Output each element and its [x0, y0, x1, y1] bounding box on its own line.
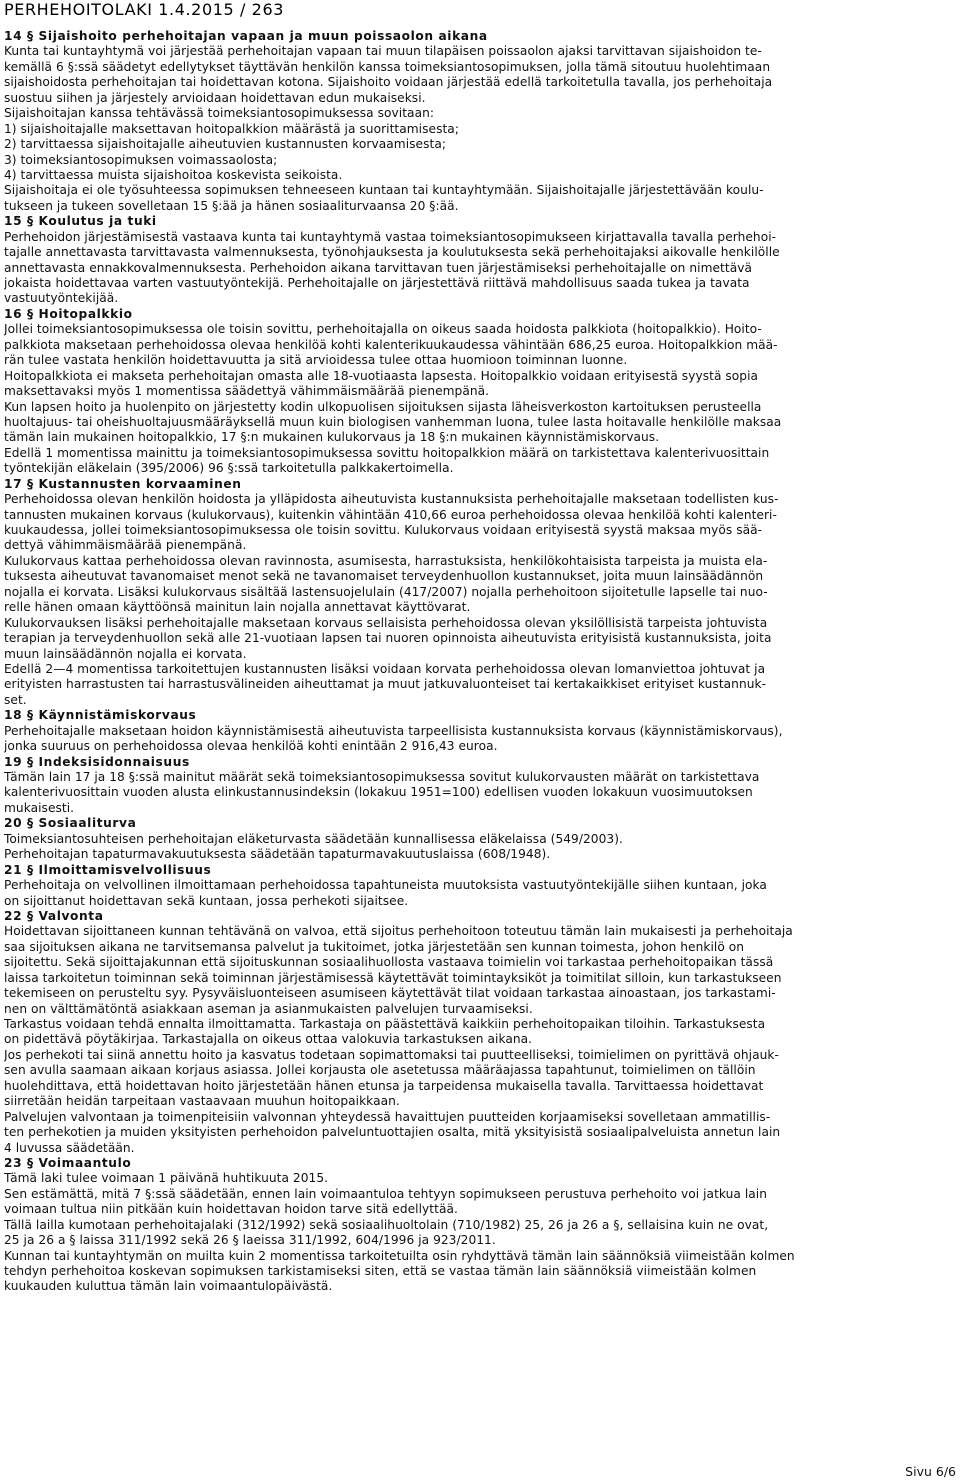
section-heading: 16 § Hoitopalkkio [4, 306, 133, 321]
text-line: Kulukorvauksen lisäksi perhehoitajalle maksetaan korvaus sellaisista perhehoidossa olevan yksilöllisistä tarpeista johtuvista [4, 615, 768, 630]
text-line: Perhehoitaja on velvollinen ilmoittamaan perhehoidossa tapahtuneista muutoksista vastuutyöntekijälle siihen kuntaan, joka [4, 878, 767, 893]
section-heading: 23 § Voimaantulo [4, 1155, 132, 1170]
text-line: Tällä lailla kumotaan perhehoitajalaki (312/1992) sekä sosiaalihuoltolain (710/1982) 25, 26 ja 26 a §, sellaisina kuin ne ovat, [4, 1217, 769, 1232]
text-line: terapian ja terveydenhuollon sekä alle 21-vuotiaan lapsen tai nuoren opinnoista aiheutuvista erityisistä kustannuksista, joita [4, 631, 772, 646]
text-line: vastuutyöntekijää. [4, 291, 119, 306]
text-line: rän tulee vastata henkilön hoidettavuutta ja sitä arvioidessa tulee ottaa huomioon toiminnan luonne. [4, 353, 628, 368]
text-line: on sijoittanut hoidettavan sekä kuntaan, jossa perhekoti sijaitsee. [4, 893, 409, 908]
text-line: Perhehoitajan tapaturmavakuutuksesta säädetään tapaturmavakuutuslaissa (608/1948). [4, 847, 551, 862]
text-line: Edellä 2—4 momentissa tarkoitettujen kustannusten lisäksi voidaan korvata perhehoidossa olevan lomanviettoa johtuvat ja [4, 661, 766, 676]
text-line: huolehdittava, että hoidettavan hoito järjestetään hänen etunsa ja tarpeidensa mukaisella tavalla. Tarvittaessa hoidettavat [4, 1078, 764, 1093]
text-line: kemällä 6 §:ssä säädetyt edellytykset täyttävän henkilön kanssa toimeksiantosopimuksen, jolla tämä sitoutuu huolehtimaan [4, 59, 771, 74]
page-number: Sivu 6/6 [905, 1464, 956, 1479]
text-line: Kun lapsen hoito ja huolenpito on järjestetty kodin ulkopuolisen sijoituksen sijasta läheisverkoston kartoituksen perusteella [4, 399, 762, 414]
text-line: maksettavaksi myös 1 momentissa säädettyä vähimmäismäärää pienempänä. [4, 384, 490, 399]
text-line: tekemiseen on perusteltu syy. Pysyväisluonteiseen asumiseen käytettävät tilat voidaan tarkastaa ainoastaan, jos tarkastami- [4, 986, 776, 1001]
text-line: Tämän lain 17 ja 18 §:ssä mainitut määrät sekä toimeksiantosopimuksessa sovitut kulukorvausten määrät on tarkistettava [4, 770, 760, 784]
text-line: saa sijoituksen aikana ne tarvitsemansa palvelut ja tukitoimet, jotka järjestetään sen kunnan toimesta, johon henkilö on [4, 939, 745, 954]
text-line: Perhehoidossa olevan henkilön hoidosta ja ylläpidosta aiheutuvista kustannuksista perhehoitajalle maksetaan todellisten kus- [4, 492, 779, 507]
text-line: relle hänen omaan käyttöönsä mainitun lain nojalla annettavat käyttövarat. [4, 600, 471, 615]
text-line: 4) tarvittaessa muista sijaishoitoa koskevista seikoista. [4, 167, 343, 182]
text-line: kuukaudessa, jollei toimeksiantosopimuksessa ole toisin sovittu. Kulukorvaus voidaan erityisestä syystä maksaa myös sää- [4, 523, 763, 537]
text-line: Toimeksiantosuhteisen perhehoitajan eläketurvasta säädetään kunnallisessa eläkelaissa (549/2003). [4, 831, 623, 846]
text-line: palkkiota maksetaan perhehoidossa olevaa henkilöä kohti kalenterikuukaudessa vähintään 686,25 euroa. Hoitopalkkion mää- [4, 337, 778, 352]
text-line: nen on välttämätöntä asiakkaan aseman ja asianmukaisten palvelujen turvaamiseksi. [4, 1001, 533, 1016]
text-line: mukaisesti. [4, 800, 75, 815]
text-line: laissa tarkoitetun toiminnan sekä toiminnan järjestämisessä käytettävät toimintayksiköt ja toimitilat silloin, kun tarkastukseen [4, 970, 782, 985]
text-line: sen avulla saamaan aikaan korjaus asiassa. Jollei korjausta ole asetetussa määräajassa tapahtunut, toimielimen on tällöin [4, 1063, 756, 1078]
text-line: Kunta tai kuntayhtymä voi järjestää perhehoitajan vapaan tai muun tilapäisen poissaolon ajaksi tarvittavan sijaishoidon te- [4, 44, 762, 59]
text-line: voimaan tultua niin pitkään kuin hoidettavan hoidon tarve sitä edellyttää. [4, 1202, 458, 1217]
text-line: kalenterivuosittain vuoden alusta elinkustannusindeksin (lokakuu 1951=100) edellisen vuoden lokakuun vuosimuutoksen [4, 785, 753, 800]
text-line: Jos perhekoti tai siinä annettu hoito ja kasvatus todetaan sopimattomaksi tai puutteelliseksi, toimielimen on pyrittävä ohjauk- [4, 1047, 779, 1062]
text-line: nojalla ei korvata. Lisäksi kulukorvaus sisältää lastensuojelulain (417/2007) nojalla perhehoitoon sijoitetulle lapselle tai nuo- [4, 584, 768, 599]
text-line: on pidettävä pöytäkirjaa. Tarkastajalla on oikeus ottaa valokuvia tarkastuksen aikana. [4, 1032, 533, 1047]
text-line: 3) toimeksiantosopimuksen voimassaolosta; [4, 152, 278, 167]
text-line: Hoitopalkkiota ei makseta perhehoitajan omasta alle 18-vuotiaasta lapsesta. Hoitopalkkio voidaan erityisestä syystä sopia [4, 368, 759, 383]
text-line: Jollei toimeksiantosopimuksessa ole toisin sovittu, perhehoitajalla on oikeus saada hoidosta palkkiota (hoitopalkkio). Hoito- [4, 322, 762, 337]
text-line: Kulukorvaus kattaa perhehoidossa olevan ravinnosta, asumisesta, harrastuksista, henkilökohtaisista tarpeista ja muista ela- [4, 553, 768, 568]
text-line: set. [4, 692, 27, 707]
text-line: annettavasta ennakkovalmennuksesta. Perhehoidon aikana tarvittavan tuen järjestämiseksi perhehoitajalle on nimettävä [4, 260, 753, 275]
text-line: Hoidettavan sijoittaneen kunnan tehtävänä on valvoa, että sijoitus perhehoitoon toteutuu tämän lain mukaisesti ja perhehoitaja [4, 924, 793, 939]
text-line: Palvelujen valvontaan ja toimenpiteisiin valvonnan yhteydessä havaittujen puutteiden korjaamiseksi sovelletaan ammatillis- [4, 1109, 771, 1124]
document-body [4, 29, 959, 1295]
text-line: muun lainsäädännön nojalla ei korvata. [4, 646, 247, 661]
text-line: 25 ja 26 a § laissa 311/1992 sekä 26 § laeissa 311/1992, 604/1996 ja 923/2011. [4, 1233, 496, 1248]
section-heading: 14 § Sijaishoito perhehoitajan vapaan ja muun poissaolon aikana [4, 29, 488, 43]
text-line: ten perhekotien ja muiden yksityisten perhehoidon palveluntuottajien osalta, mitä yksityisistä sosiaalipalveluista annetun lain [4, 1125, 781, 1140]
section-heading: 21 § Ilmoittamisvelvollisuus [4, 862, 212, 877]
text-line: tukseen ja tukeen sovelletaan 15 §:ää ja hänen sosiaaliturvaansa 20 §:ää. [4, 198, 459, 213]
text-line: 2) tarvittaessa sijaishoitajalle aiheutuvien kustannusten korvaamisesta; [4, 137, 446, 152]
text-line: Tarkastus voidaan tehdä ennalta ilmoittamatta. Tarkastaja on päästettävä kaikkiin perhehoitopaikan tiloihin. Tarkastuksesta [4, 1017, 766, 1031]
text-line: tannusten mukainen korvaus (kulukorvaus), kuitenkin vähintään 410,66 euroa perhehoidossa olevaa henkilöä kohti kalenteri- [4, 507, 777, 522]
text-line: kuukauden kuluttua tämän lain voimaantulopäivästä. [4, 1279, 333, 1294]
section-heading: 18 § Käynnistämiskorvaus [4, 708, 197, 723]
text-line: suostuu siihen ja järjestely arvioidaan hoidettavan edun mukaiseksi. [4, 90, 426, 105]
text-line: Sijaishoitajan kanssa tehtävässä toimeksiantosopimuksessa sovitaan: [4, 106, 435, 121]
text-line: sijaishoidosta perhehoitajan tai hoidettavan kotona. Sijaishoito voidaan järjestää edellä tarkoitetulla tavalla, jos perhehoitaja [4, 75, 773, 90]
text-line: 4 luvussa säädetään. [4, 1140, 135, 1155]
text-line: Kunnan tai kuntayhtymän on muilta kuin 2 momentissa tarkoitetuilta osin ryhdyttävä tämän lain säännöksiä viimeistään kolmen [4, 1248, 795, 1263]
text-line: tämän lain mukainen hoitopalkkio, 17 §:n mukainen kulukorvaus ja 18 §:n mukainen käynnistämiskorvaus. [4, 430, 660, 445]
text-line: Perhehoitajalle maksetaan hoidon käynnistämisestä aiheutuvista tarpeellisista kustannuksista korvaus (käynnistämiskorvaus), [4, 723, 783, 738]
text-line: dettyä vähimmäismäärää pienempänä. [4, 538, 247, 553]
text-line: erityisten harrastusten tai harrastusvälineiden aiheuttamat ja muut jatkuvaluonteiset tai kertakaikkiset erityiset kustannuk- [4, 677, 767, 692]
text-line: Sijaishoitaja ei ole työsuhteessa sopimuksen tehneeseen kuntaan tai kuntayhtymään. Sijaishoitajalle järjestettävään koulu- [4, 183, 764, 198]
section-heading: 15 § Koulutus ja tuki [4, 214, 157, 229]
text-line: 1) sijaishoitajalle maksettavan hoitopalkkion määrästä ja suorittamisesta; [4, 121, 459, 136]
text-line: Tämä laki tulee voimaan 1 päivänä huhtikuuta 2015. [4, 1171, 329, 1186]
text-line: sijoitettu. Sekä sijoittajakunnan että sijoituskunnan sosiaalihuollosta vastaava toimielin voi tarkastaa perhehoitopaikan tässä [4, 955, 774, 970]
text-line: tuksesta aiheutuvat tavanomaiset menot sekä ne tavanomaiset terveydenhuollon kustannukset, joita muun lainsäädännön [4, 569, 764, 584]
text-line: jonka suuruus on perhehoidossa olevaa henkilöä kohti enintään 2 916,43 euroa. [4, 739, 498, 754]
text-line: jokaista hoidettavaa varten vastuutyöntekijä. Perhehoitajalle on järjestettävä riittävä mahdollisuus saada tukea ja tavata [4, 276, 750, 290]
text-line: työntekijän eläkelain (395/2006) 96 §:ssä tarkoitetulla palkkakertoimella. [4, 461, 454, 476]
text-line: tehdyn perhehoitoa koskevan sopimuksen tarkistamiseksi siten, että se vastaa tämän lain säännöksiä viimeistään kolmen [4, 1264, 757, 1278]
section-heading: 19 § Indeksisidonnaisuus [4, 754, 190, 769]
section-heading: 22 § Valvonta [4, 908, 104, 923]
text-line: huoltajuus- tai oheishuoltajuusmääräyksellä muun kuin biologisen vanhemman luona, tulee lasta hoitavalle henkilölle maksaa [4, 414, 782, 429]
page-header-title: PERHEHOITOLAKI 1.4.2015 / 263 [4, 0, 285, 19]
text-line: tajalle annettavasta tarvittavasta valmennuksesta, työnohjauksesta ja koulutuksesta sekä perhehoitajaksi aikovalle henkilölle [4, 245, 780, 260]
section-heading: 20 § Sosiaaliturva [4, 816, 137, 831]
text-line: Edellä 1 momentissa mainittu ja toimeksiantosopimuksessa sovittu hoitopalkkion määrä on tarkistettava kalenterivuosittain [4, 445, 770, 460]
section-heading: 17 § Kustannusten korvaaminen [4, 476, 242, 491]
text-line: siirretään heidän tarpeitaan vastaavaan muuhun hoitopaikkaan. [4, 1094, 400, 1109]
text-line: Perhehoidon järjestämisestä vastaava kunta tai kuntayhtymä vastaa toimeksiantosopimukseen kirjattavalla tavalla perhehoi- [4, 229, 777, 244]
text-line: Sen estämättä, mitä 7 §:ssä säädetään, ennen lain voimaantuloa tehtyyn sopimukseen perustuva perhehoito voi jatkua lain [4, 1186, 768, 1201]
